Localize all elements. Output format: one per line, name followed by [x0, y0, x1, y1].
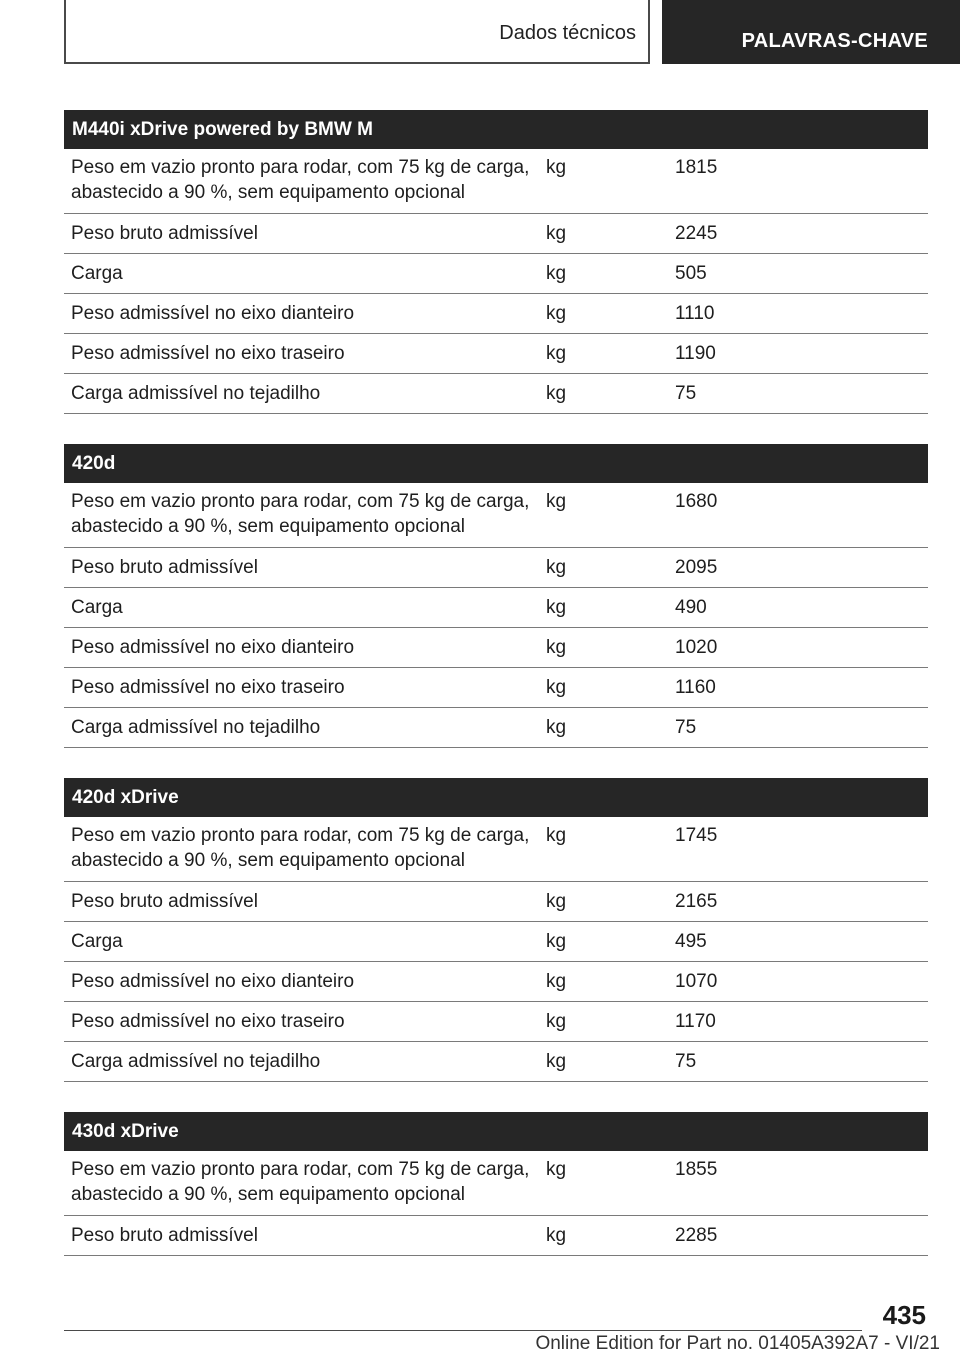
- row-label: Peso em vazio pronto para rodar, com 75 kg de carga, abastecido a 90 %, sem equipamento opcional: [71, 491, 530, 537]
- table-row: [64, 817, 928, 882]
- footer-edition-text: Online Edition for Part no. 01405A392A7 - VI/21: [535, 1333, 940, 1354]
- row-label: Peso bruto admissível: [71, 1225, 258, 1246]
- row-label: Peso admissível no eixo dianteiro: [71, 637, 355, 658]
- table-row: [64, 628, 928, 668]
- table-row: [64, 1042, 928, 1082]
- row-value: 2095: [675, 557, 718, 578]
- row-value: 75: [675, 1051, 697, 1072]
- spec-tables: [64, 110, 928, 1286]
- row-unit: kg: [546, 1225, 567, 1246]
- spec-table-title: M440i xDrive powered by BMW M: [64, 110, 928, 149]
- row-unit: kg: [546, 931, 567, 952]
- row-value: 1815: [675, 157, 718, 178]
- row-label: Peso em vazio pronto para rodar, com 75 kg de carga, abastecido a 90 %, sem equipamento opcional: [71, 157, 530, 203]
- row-unit: kg: [546, 825, 567, 846]
- table-row: [64, 588, 928, 628]
- row-unit: kg: [546, 677, 567, 698]
- spec-table: [64, 444, 928, 748]
- spec-table-title: 420d: [64, 444, 928, 483]
- row-label: Peso admissível no eixo traseiro: [71, 677, 345, 698]
- spec-table-title: 420d xDrive: [64, 778, 928, 817]
- row-value: 505: [675, 263, 707, 284]
- keywords-tab[interactable]: PALAVRAS-CHAVE: [662, 0, 960, 64]
- row-unit: kg: [546, 1159, 567, 1180]
- row-unit: kg: [546, 1011, 567, 1032]
- table-row: [64, 882, 928, 922]
- table-row: [64, 708, 928, 748]
- footer-divider: [64, 1330, 862, 1331]
- table-row: [64, 254, 928, 294]
- row-unit: kg: [546, 491, 567, 512]
- row-label: Carga: [71, 263, 123, 284]
- row-unit: kg: [546, 637, 567, 658]
- row-value: 2245: [675, 223, 718, 244]
- row-unit: kg: [546, 343, 567, 364]
- table-row: [64, 962, 928, 1002]
- row-label: Carga: [71, 931, 123, 952]
- row-unit: kg: [546, 971, 567, 992]
- row-value: 1110: [675, 303, 715, 324]
- row-label: Peso bruto admissível: [71, 891, 258, 912]
- table-row: [64, 1002, 928, 1042]
- row-value: 75: [675, 383, 697, 404]
- row-unit: kg: [546, 263, 567, 284]
- row-value: 2285: [675, 1225, 718, 1246]
- table-row: [64, 334, 928, 374]
- row-value: 1745: [675, 825, 718, 846]
- row-value: 1190: [675, 343, 716, 364]
- header-frame-bottom: [64, 62, 650, 64]
- row-label: Carga admissível no tejadilho: [71, 383, 321, 404]
- row-label: Peso em vazio pronto para rodar, com 75 kg de carga, abastecido a 90 %, sem equipamento opcional: [71, 825, 530, 871]
- row-label: Peso admissível no eixo traseiro: [71, 343, 345, 364]
- row-value: 1855: [675, 1159, 718, 1180]
- row-label: Carga: [71, 597, 123, 618]
- row-unit: kg: [546, 557, 567, 578]
- table-row: [64, 214, 928, 254]
- row-label: Peso em vazio pronto para rodar, com 75 kg de carga, abastecido a 90 %, sem equipamento opcional: [71, 1159, 530, 1205]
- row-label: Carga admissível no tejadilho: [71, 717, 321, 738]
- table-row: [64, 374, 928, 414]
- row-unit: kg: [546, 157, 567, 178]
- spec-table: [64, 778, 928, 1082]
- spec-table-title: 430d xDrive: [64, 1112, 928, 1151]
- row-unit: kg: [546, 1051, 567, 1072]
- row-value: 2165: [675, 891, 718, 912]
- row-unit: kg: [546, 597, 567, 618]
- row-value: 495: [675, 931, 707, 952]
- row-unit: kg: [546, 383, 567, 404]
- table-row: [64, 1151, 928, 1216]
- spec-table: [64, 1112, 928, 1256]
- table-row: [64, 548, 928, 588]
- table-row: [64, 483, 928, 548]
- table-row: [64, 1216, 928, 1256]
- table-row: [64, 149, 928, 214]
- row-value: 1680: [675, 491, 718, 512]
- row-value: 490: [675, 597, 707, 618]
- row-unit: kg: [546, 717, 567, 738]
- row-unit: kg: [546, 303, 567, 324]
- row-value: 1170: [675, 1011, 716, 1032]
- row-label: Peso admissível no eixo dianteiro: [71, 303, 355, 324]
- row-label: Peso admissível no eixo dianteiro: [71, 971, 355, 992]
- row-label: Peso admissível no eixo traseiro: [71, 1011, 345, 1032]
- row-value: 1070: [675, 971, 718, 992]
- row-label: Carga admissível no tejadilho: [71, 1051, 321, 1072]
- table-row: [64, 922, 928, 962]
- row-unit: kg: [546, 223, 567, 244]
- row-label: Peso bruto admissível: [71, 557, 258, 578]
- row-value: 1020: [675, 637, 718, 658]
- page-number: 435: [882, 1300, 926, 1330]
- header-frame-right: [648, 0, 650, 64]
- table-row: [64, 294, 928, 334]
- section-tab[interactable]: Dados técnicos: [499, 22, 636, 44]
- row-unit: kg: [546, 891, 567, 912]
- table-row: [64, 668, 928, 708]
- row-value: 1160: [675, 677, 716, 698]
- spec-table: [64, 110, 928, 414]
- row-value: 75: [675, 717, 697, 738]
- row-label: Peso bruto admissível: [71, 223, 258, 244]
